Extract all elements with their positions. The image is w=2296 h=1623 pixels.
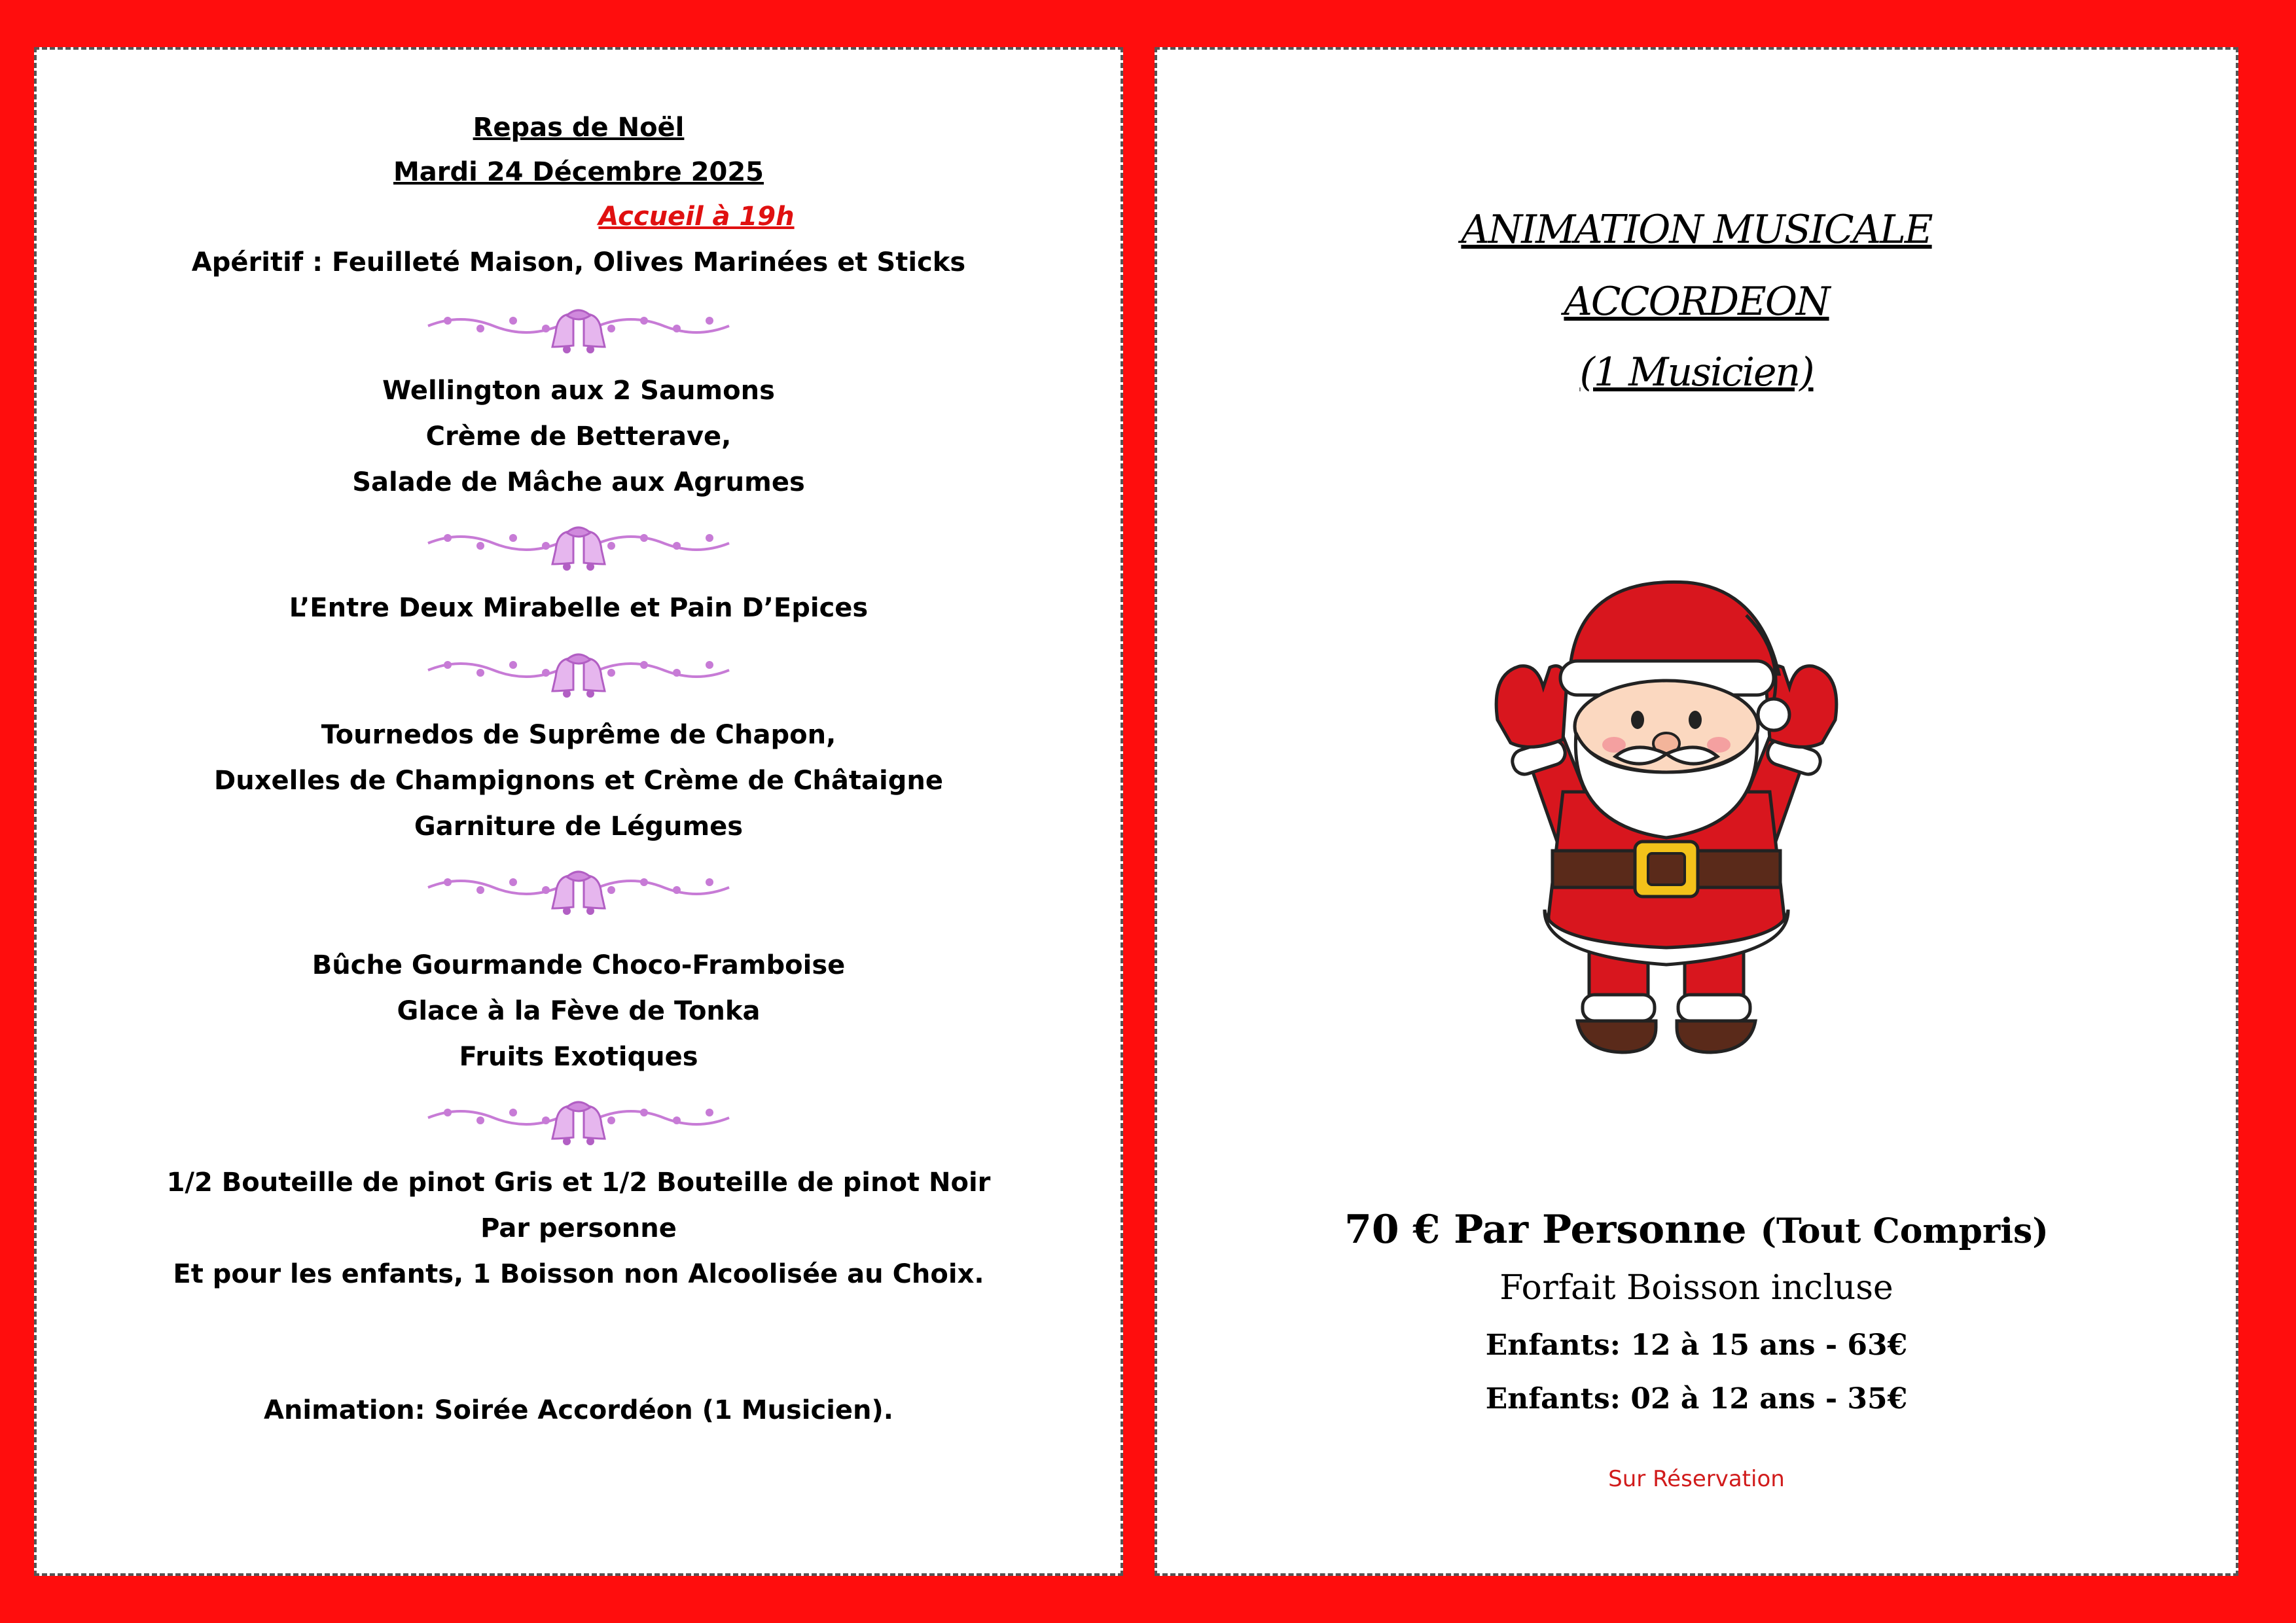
kids-price-2: Enfants: 02 à 12 ans - 35€ bbox=[1485, 1382, 1908, 1416]
drinks-line-1: 1/2 Bouteille de pinot Gris et 1/2 Bouteille de pinot Noir bbox=[166, 1168, 991, 1198]
bells-divider-icon bbox=[422, 868, 736, 920]
menu-title: Repas de Noël bbox=[473, 113, 685, 143]
price-value: 70 € Par Personne bbox=[1344, 1207, 1747, 1253]
bells-divider-icon bbox=[422, 524, 736, 576]
flyer-title-line-3: (1 Musicien) bbox=[1579, 349, 1814, 395]
price-note: (Tout Compris) bbox=[1760, 1211, 2049, 1251]
course1-line-2: Crème de Betterave, bbox=[425, 421, 732, 452]
bells-divider-icon bbox=[422, 651, 736, 703]
course3-line-3: Garniture de Légumes bbox=[414, 812, 744, 842]
course4-line-3: Fruits Exotiques bbox=[459, 1042, 698, 1072]
aperitif-line: Apéritif : Feuilleté Maison, Olives Marinées et Sticks bbox=[191, 247, 966, 277]
bells-divider-icon bbox=[422, 1098, 736, 1150]
flyer-panel bbox=[1155, 47, 2238, 1576]
drinks-line-2: Par personne bbox=[480, 1213, 677, 1243]
menu-panel bbox=[34, 47, 1123, 1576]
course2-line-1: L’Entre Deux Mirabelle et Pain D’Epices bbox=[289, 593, 869, 623]
drinks-line-3: Et pour les enfants, 1 Boisson non Alcoolisée au Choix. bbox=[173, 1259, 984, 1289]
course1-line-3: Salade de Mâche aux Agrumes bbox=[352, 467, 805, 497]
flyer-title-line-2: ACCORDEON bbox=[1564, 279, 1829, 325]
kids-price-1: Enfants: 12 à 15 ans - 63€ bbox=[1485, 1329, 1908, 1362]
animation-line: Animation: Soirée Accordéon (1 Musicien). bbox=[263, 1395, 893, 1425]
flyer-title-line-1: ANIMATION MUSICALE bbox=[1461, 207, 1932, 253]
price-line bbox=[1157, 1207, 2236, 1253]
course3-line-2: Duxelles de Champignons et Crème de Châtaigne bbox=[214, 766, 943, 796]
bells-divider-icon bbox=[422, 306, 736, 359]
accueil-time: Accueil à 19h bbox=[598, 202, 795, 232]
reservation-note: Sur Réservation bbox=[1608, 1466, 1785, 1492]
course1-line-1: Wellington aux 2 Saumons bbox=[382, 376, 775, 406]
menu-date: Mardi 24 Décembre 2025 bbox=[393, 157, 764, 187]
forfait-line: Forfait Boisson incluse bbox=[1499, 1268, 1893, 1308]
course4-line-2: Glace à la Fève de Tonka bbox=[397, 996, 761, 1026]
course3-line-1: Tournedos de Suprême de Chapon, bbox=[321, 720, 836, 750]
course4-line-1: Bûche Gourmande Choco-Framboise bbox=[312, 950, 846, 980]
santa-claus-icon bbox=[1471, 576, 1861, 1060]
